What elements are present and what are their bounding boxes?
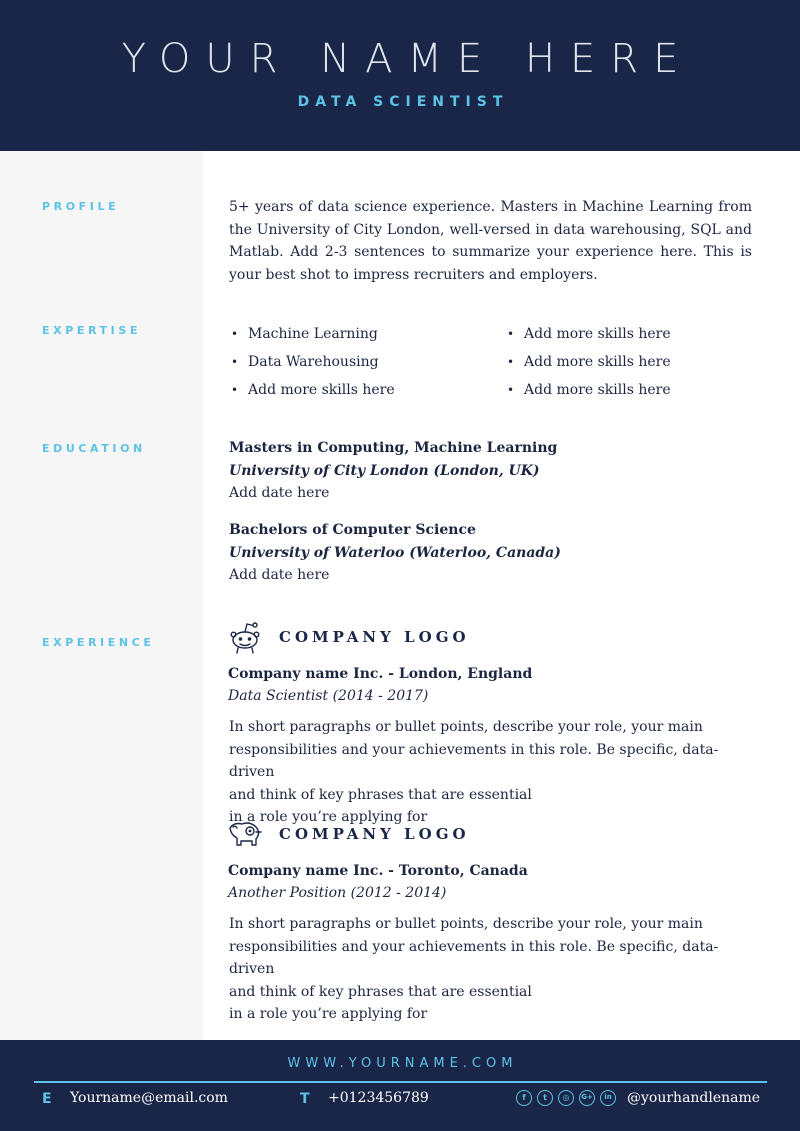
skill-item: • Add more skills here <box>229 378 395 406</box>
phone-icon: T <box>300 1091 310 1107</box>
section-label-profile: PROFILE <box>42 200 120 213</box>
description-line: and think of key phrases that are essential <box>229 983 532 1000</box>
description-line: and think of key phrases that are essential <box>229 786 532 803</box>
linkedin-icon[interactable]: in <box>600 1090 616 1106</box>
job-position: Another Position (2012 - 2014) <box>228 885 447 901</box>
description-line: in a role you’re applying for <box>229 809 428 825</box>
skill-item: • Machine Learning <box>229 322 395 350</box>
job-title: DATA SCIENTIST <box>297 94 509 110</box>
email-icon: E <box>42 1091 52 1107</box>
skill-item: • Data Warehousing <box>229 350 395 378</box>
company-logo-text: COMPANY LOGO <box>279 825 470 843</box>
description-line: In short paragraphs or bullet points, describe your role, your main <box>229 916 703 932</box>
section-label-experience: EXPERIENCE <box>42 636 155 649</box>
job-description <box>229 716 749 829</box>
instagram-icon[interactable]: ◎ <box>558 1090 574 1106</box>
skills-list-right <box>505 322 671 406</box>
header-banner <box>0 0 800 151</box>
job-position: Data Scientist (2014 - 2017) <box>228 688 429 704</box>
section-label-education: EDUCATION <box>42 442 146 455</box>
degree-title: Masters in Computing, Machine Learning <box>229 440 558 456</box>
skill-item: • Add more skills here <box>505 322 671 350</box>
left-sidebar <box>0 151 203 1040</box>
robot-mascot-icon <box>228 620 264 656</box>
degree-title: Bachelors of Computer Science <box>229 522 476 538</box>
website-link[interactable]: WWW.YOURNAME.COM <box>287 1056 518 1071</box>
skill-item: • Add more skills here <box>505 378 671 406</box>
footer-bar <box>0 1040 800 1131</box>
skills-list-left <box>229 322 395 406</box>
candidate-name: YOUR NAME HERE <box>121 36 694 82</box>
education-date: Add date here <box>229 567 330 583</box>
profile-summary: 5+ years of data science experience. Masters in Machine Learning from the University of City London, well-versed in data warehousing, SQL and Matlab. Add 2-3 sentences to summarize your experience here. This is your best shot to impress recruiters and employers. <box>229 199 752 283</box>
education-date: Add date here <box>229 485 330 501</box>
footer-divider <box>34 1081 767 1083</box>
job-description <box>229 913 749 1026</box>
facebook-icon[interactable]: f <box>516 1090 532 1106</box>
education-entry <box>229 437 749 505</box>
elephant-mascot-icon <box>228 817 264 853</box>
company-name: Company name Inc. - Toronto, Canada <box>228 863 528 879</box>
job-header <box>228 663 748 707</box>
twitter-icon[interactable]: t <box>537 1090 553 1106</box>
job-header <box>228 860 748 904</box>
description-line: responsibilities and your achievements in this role. Be specific, data-driven <box>229 741 719 780</box>
section-label-expertise: EXPERTISE <box>42 324 141 337</box>
social-handle[interactable]: @yourhandlename <box>627 1090 761 1106</box>
school-name: University of Waterloo (Waterloo, Canada) <box>229 544 561 561</box>
email-address[interactable]: Yourname@email.com <box>70 1090 228 1106</box>
school-name: University of City London (London, UK) <box>229 462 540 479</box>
education-entry <box>229 519 749 587</box>
description-line: In short paragraphs or bullet points, describe your role, your main <box>229 719 703 735</box>
skill-item: • Add more skills here <box>505 350 671 378</box>
phone-number[interactable]: +0123456789 <box>328 1090 429 1106</box>
description-line: responsibilities and your achievements in this role. Be specific, data-driven <box>229 938 719 977</box>
description-line: in a role you’re applying for <box>229 1006 428 1022</box>
google-plus-icon[interactable]: G+ <box>579 1090 595 1106</box>
company-logo-text: COMPANY LOGO <box>279 628 470 646</box>
company-name: Company name Inc. - London, England <box>228 666 533 682</box>
